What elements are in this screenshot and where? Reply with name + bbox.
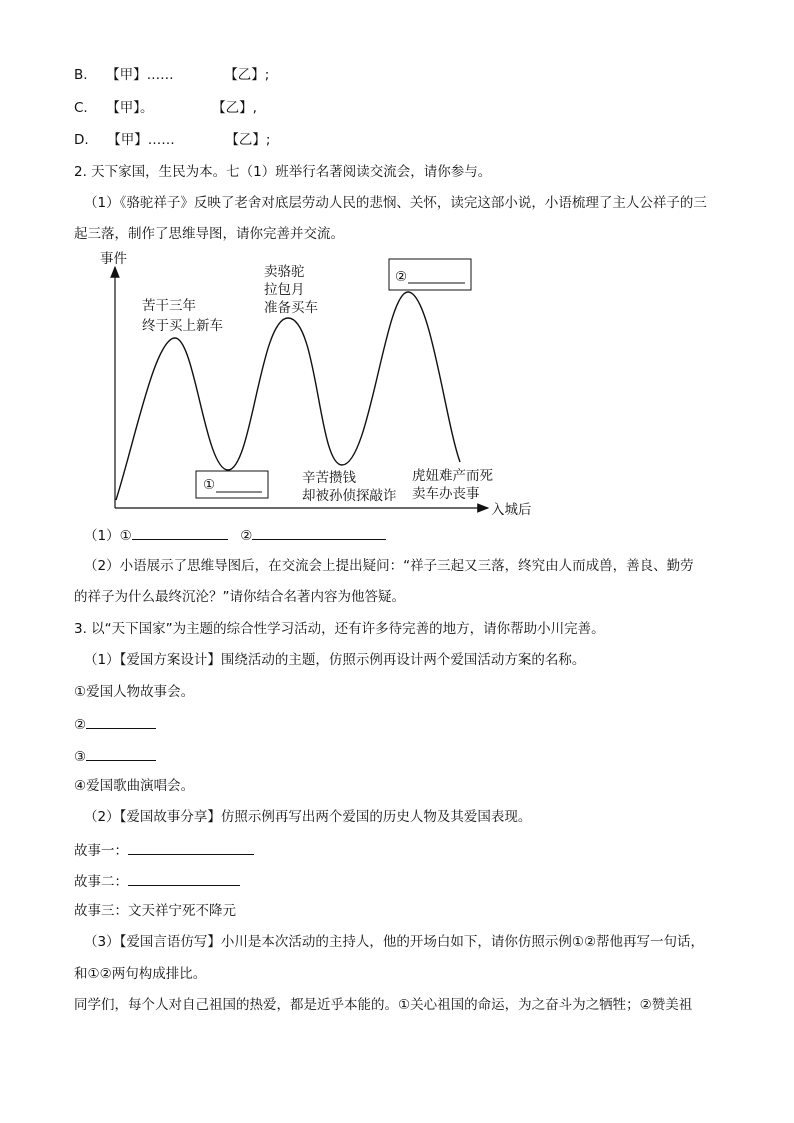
q3-sub3-line1: （3）【爱国言语仿写】小川是本次活动的主持人，他的开场白如下，请你仿照示例①②帮他再写一句话， bbox=[84, 934, 705, 950]
q3-stem: 3. 以“天下国家”为主题的综合性学习活动，还有许多待完善的地方，请你帮助小川完善。 bbox=[74, 621, 605, 637]
plan-1: ①爱国人物故事会。 bbox=[74, 684, 195, 700]
end-line1: 虎妞难产而死 bbox=[412, 468, 493, 484]
story-1-blank[interactable] bbox=[128, 840, 254, 855]
answer-box-2-marker: ② bbox=[395, 269, 408, 285]
answer-box-1-marker: ① bbox=[203, 477, 216, 493]
y-axis-label: 事件 bbox=[100, 251, 127, 267]
x-axis-label: 入城后 bbox=[491, 502, 532, 518]
q3-sub3-line2: 和①②两句构成排比。 bbox=[74, 966, 207, 982]
q2-sub2-line2: 的祥子为什么最终沉沦？”请你结合名著内容为他答疑。 bbox=[74, 589, 405, 605]
answer-1-label: （1）① bbox=[84, 528, 132, 544]
story-2 bbox=[74, 871, 240, 891]
trough2-line1: 辛苦攒钱 bbox=[302, 470, 356, 486]
plan-4: ④爱国歌曲演唱会。 bbox=[74, 778, 195, 794]
plan-2 bbox=[74, 714, 156, 734]
option-yi: 【乙】; bbox=[225, 132, 271, 148]
option-jia: 【甲】…… bbox=[107, 132, 175, 148]
end-line2: 卖车办丧事 bbox=[412, 486, 480, 502]
q2-sub1-line1: （1）《骆驼祥子》反映了老舍对底层劳动人民的悲悯、关怀，读完这部小说，小语梳理了主人公祥子的三 bbox=[84, 195, 707, 211]
q2-answer-line bbox=[84, 525, 386, 545]
peak1-line1: 苦干三年 bbox=[142, 298, 196, 314]
peak2-line2: 拉包月 bbox=[264, 282, 305, 298]
option-yi: 【乙】, bbox=[212, 100, 257, 116]
q3-sub2: （2）【爱国故事分享】仿照示例再写出两个爱国的历史人物及其爱国表现。 bbox=[84, 809, 532, 825]
option-letter: B. bbox=[74, 67, 88, 83]
story-1-label: 故事一： bbox=[74, 843, 128, 859]
plan-3 bbox=[74, 746, 156, 766]
q3-sub1: （1）【爱国方案设计】围绕活动的主题，仿照示例再设计两个爱国活动方案的名称。 bbox=[84, 652, 586, 668]
plan-2-blank[interactable] bbox=[86, 714, 156, 729]
story-3: 故事三：文天祥宁死不降元 bbox=[74, 903, 236, 919]
plan-2-marker: ② bbox=[74, 717, 87, 733]
story-2-blank[interactable] bbox=[128, 871, 240, 886]
option-letter: D. bbox=[74, 132, 89, 148]
peak2-line1: 卖骆驼 bbox=[264, 264, 305, 280]
q2-stem: 2. 天下家国，生民为本。七（1）班举行名著阅读交流会，请你参与。 bbox=[74, 164, 492, 180]
q3-passage: 同学们，每个人对自己祖国的热爱，都是近乎本能的。①关心祖国的命运，为之奋斗为之牺牲；②赞美祖 bbox=[74, 997, 693, 1013]
plan-3-marker: ③ bbox=[74, 749, 87, 765]
trough2-line2: 却被孙侦探敲诈 bbox=[302, 488, 397, 504]
answer-2-blank[interactable] bbox=[252, 525, 386, 540]
q2-sub2-line1: （2）小语展示了思维导图后，在交流会上提出疑问：“祥子三起又三落，终究由人而成兽，善良、勤劳 bbox=[84, 558, 694, 574]
q2-sub1-line2: 起三落，制作了思维导图，请你完善并交流。 bbox=[74, 226, 344, 242]
peak1-line2: 终于买上新车 bbox=[142, 318, 223, 334]
peak2-line3: 准备买车 bbox=[264, 300, 318, 316]
plan-3-blank[interactable] bbox=[86, 746, 156, 761]
option-jia: 【甲】。 bbox=[106, 100, 154, 116]
option-letter: C. bbox=[74, 100, 88, 116]
option-yi: 【乙】; bbox=[224, 67, 270, 83]
story-1 bbox=[74, 840, 254, 860]
story-2-label: 故事二： bbox=[74, 874, 128, 890]
option-jia: 【甲】…… bbox=[106, 67, 174, 83]
answer-1-blank[interactable] bbox=[132, 525, 228, 540]
answer-2-label: ② bbox=[240, 528, 253, 544]
